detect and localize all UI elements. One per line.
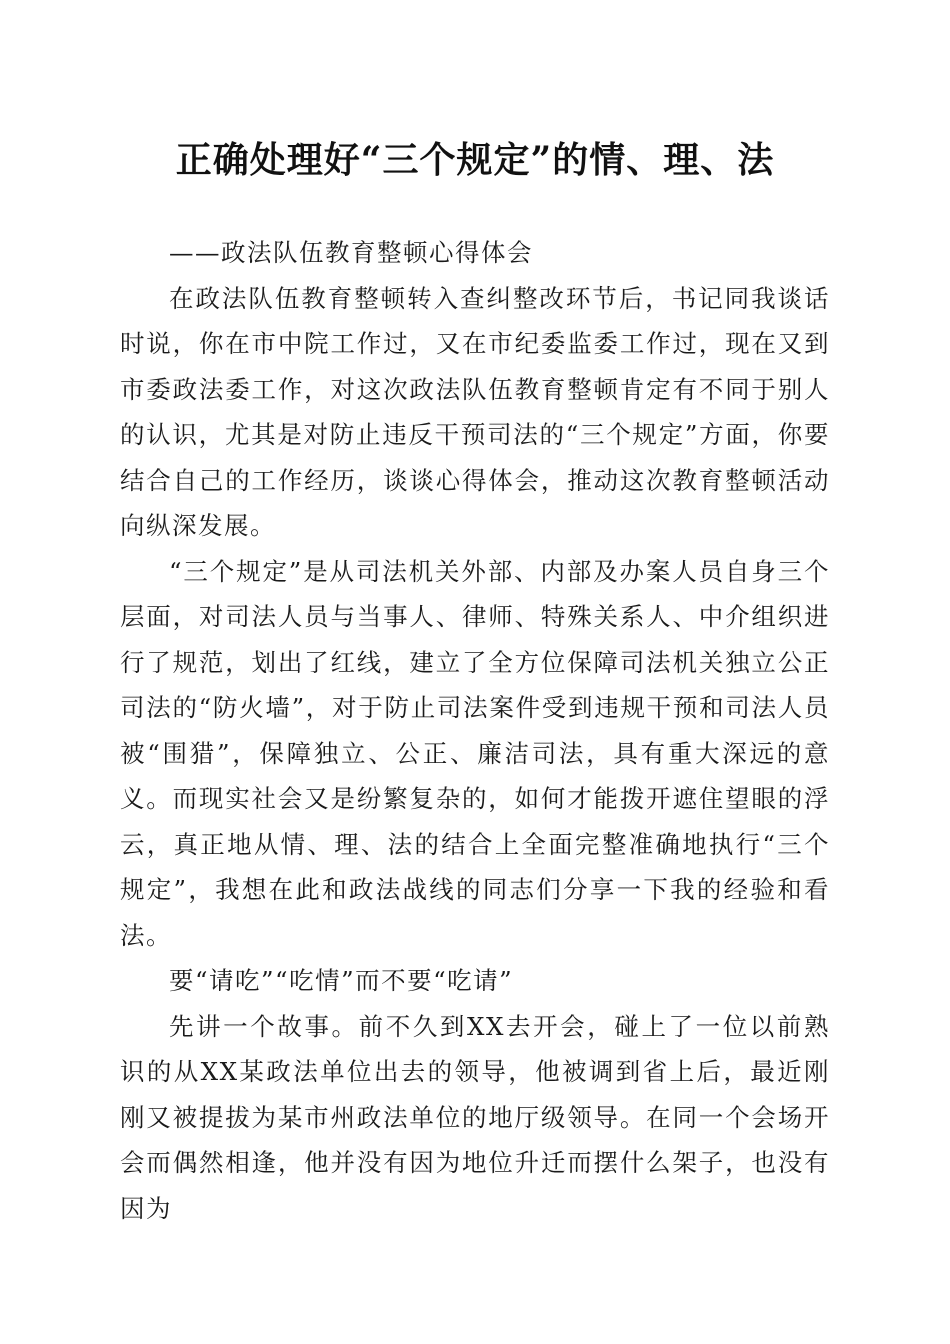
paragraph: 在政法队伍教育整顿转入查纠整改环节后，书记同我谈话时说，你在市中院工作过，又在市纪委监委工作过，现在又到市委政法委工作，对这次政法队伍教育整顿肯定有不同于别人的认识，尤其是对防止违反干预司法的“三个规定”方面，你要结合自己的工作经历，谈谈心得体会，推动这次教育整顿活动向纵深发展。 — [120, 283, 830, 540]
paragraph: 先讲一个故事。前不久到XX去开会，碰上了一位以前熟识的从XX某政法单位出去的领导，他被调到省上后，最近刚刚又被提拔为某市州政法单位的地厅级领导。在同一个会场开会而偶然相逢，他并没有因为地位升迁而摆什么架子，也没有因为 — [120, 1011, 830, 1223]
document-body — [120, 230, 830, 1231]
section-heading: 要“请吃”“吃情”而不要“吃请” — [169, 966, 514, 995]
document-title: 正确处理好“三个规定”的情、理、法 — [175, 139, 775, 181]
document-subtitle: ——政法队伍教育整顿心得体会 — [169, 238, 533, 267]
paragraph: “三个规定”是从司法机关外部、内部及办案人员自身三个层面，对司法人员与当事人、律师、特殊关系人、中介组织进行了规范，划出了红线，建立了全方位保障司法机关独立公正司法的“防火墙”，对于防止司法案件受到违规干预和司法人员被“围猎”，保障独立、公正、廉洁司法，具有重大深远的意义。而现实社会又是纷繁复杂的，如何才能拨开遮住望眼的浮云，真正地从情、理、法的结合上全面完整准确地执行“三个规定”，我想在此和政法战线的同志们分享一下我的经验和看法。 — [120, 556, 830, 950]
